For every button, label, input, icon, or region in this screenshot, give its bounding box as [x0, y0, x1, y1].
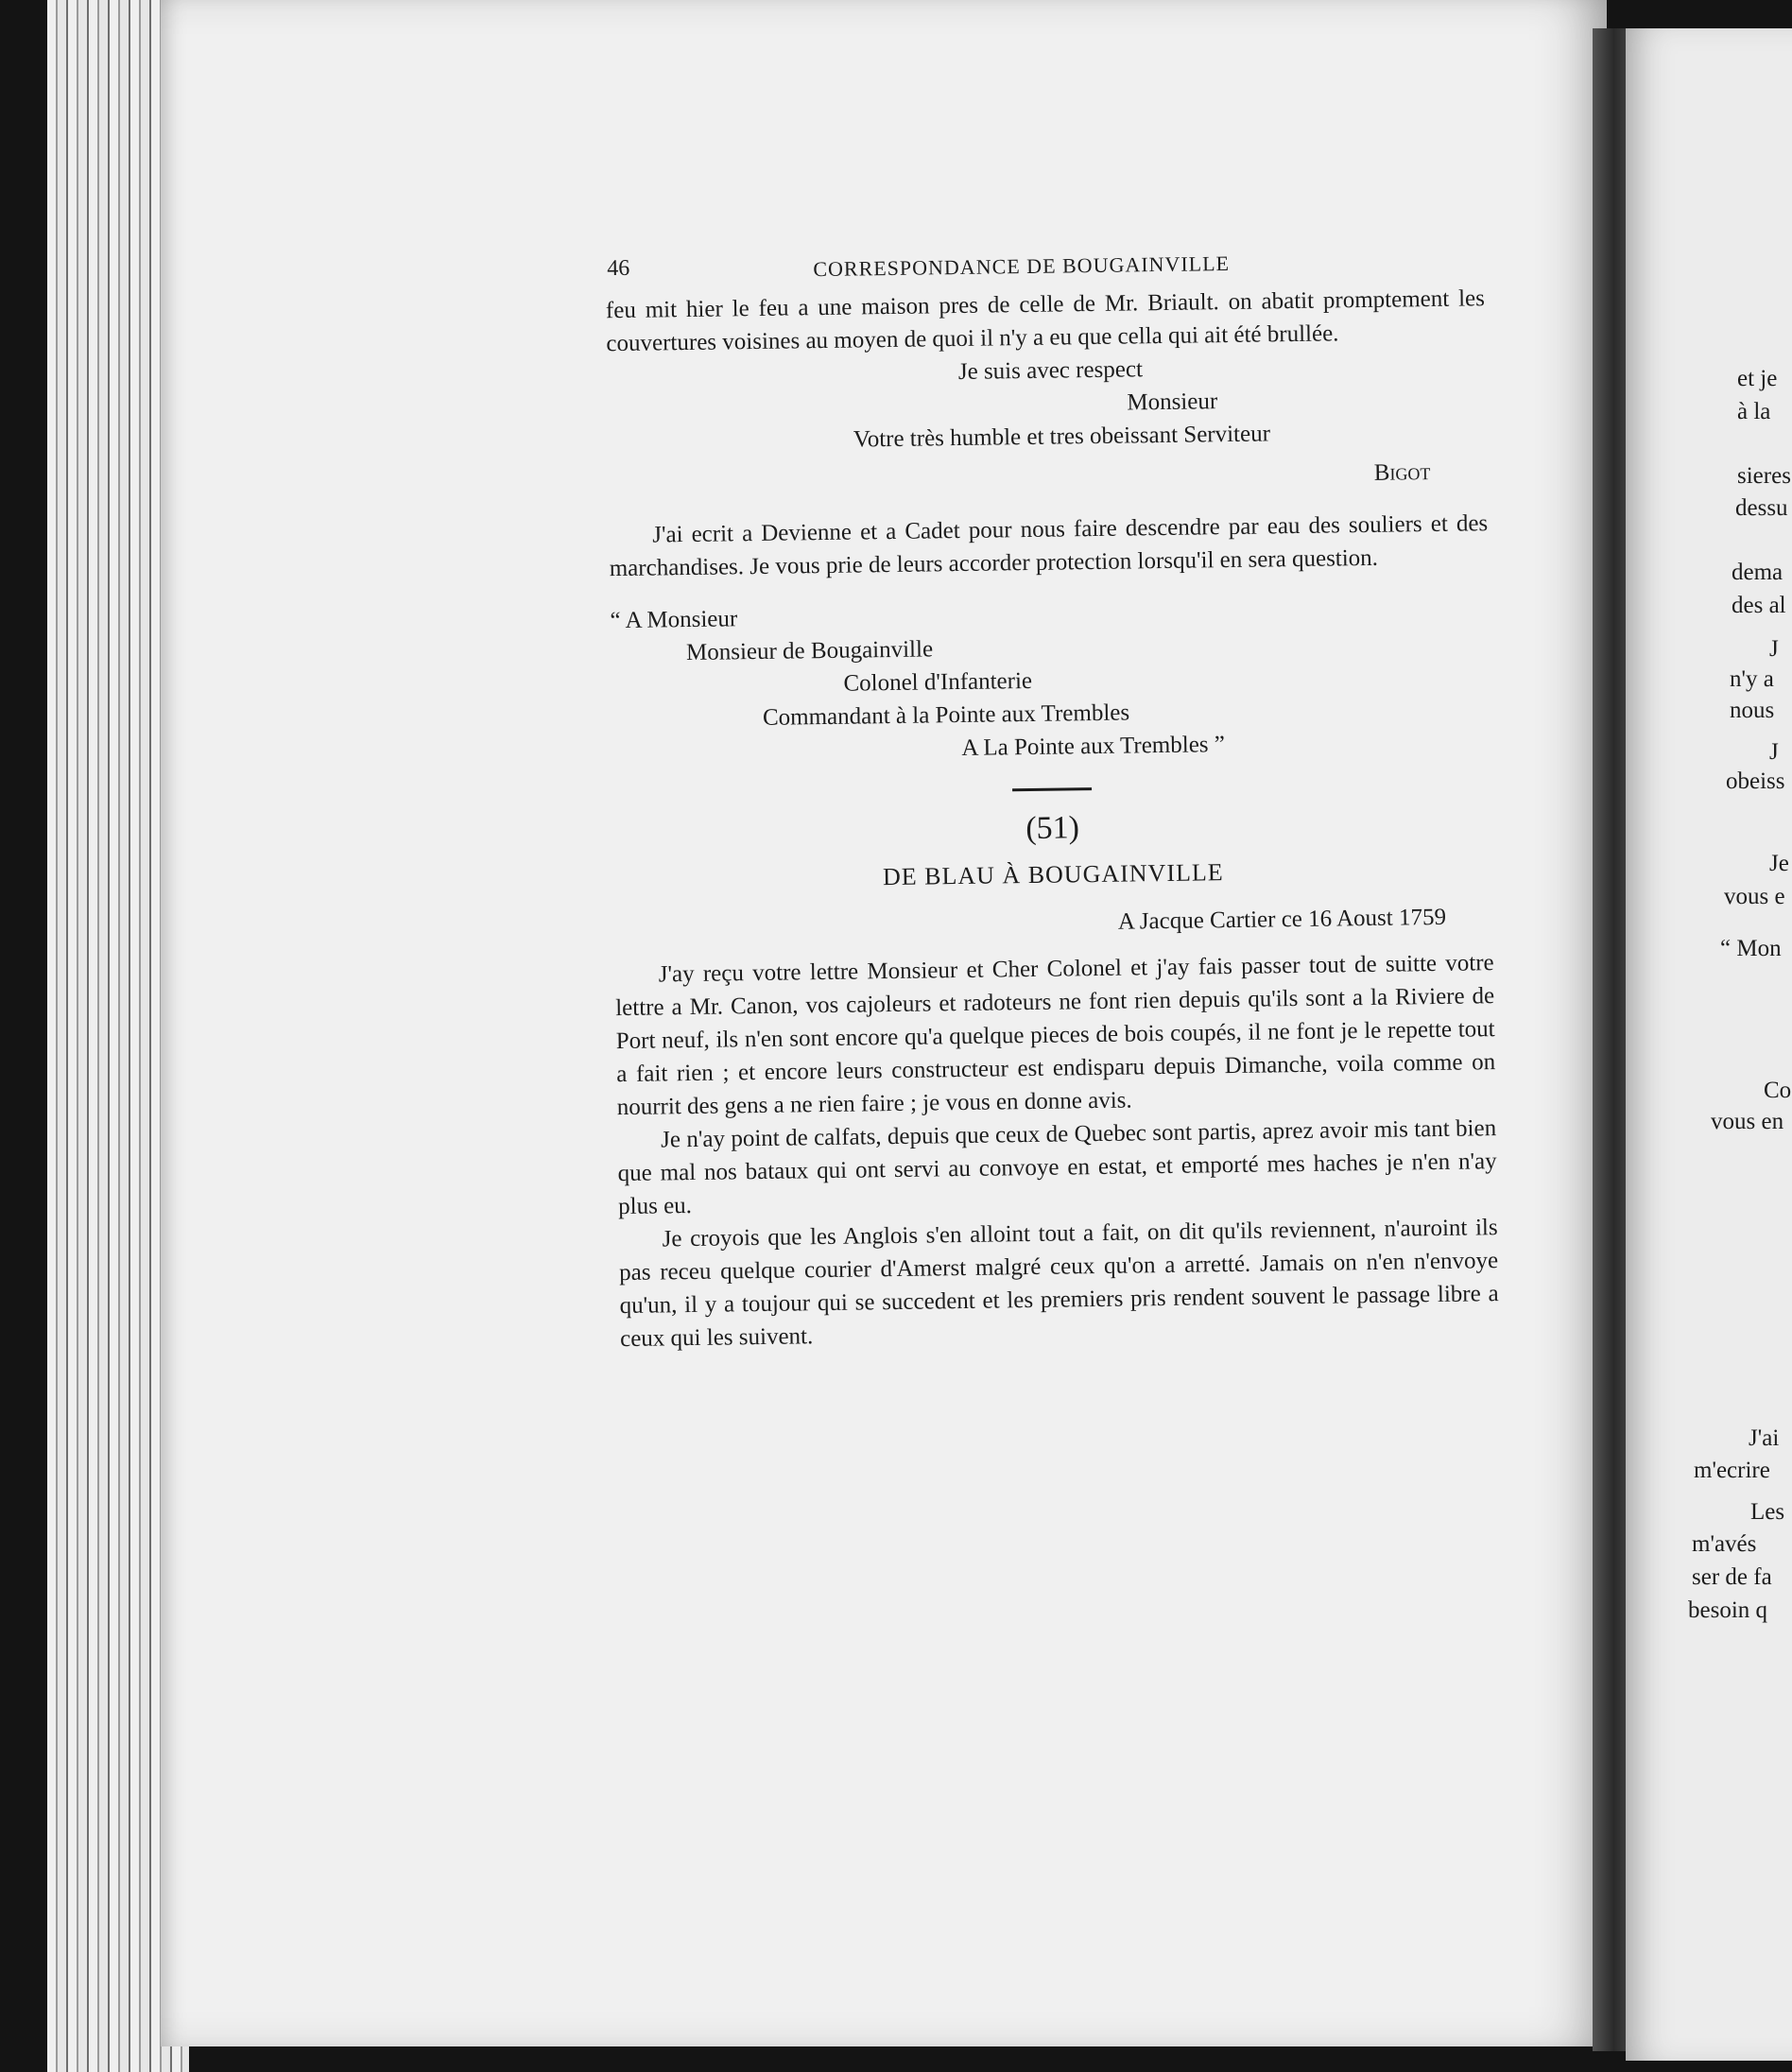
facing-page-fragment: vous en	[1711, 1109, 1784, 1134]
facing-page-fragment: et je	[1737, 366, 1778, 391]
facing-page-fragment: J'ai	[1749, 1425, 1780, 1451]
facing-page-fragment: n'y a	[1730, 666, 1774, 692]
page-number: 46	[607, 255, 630, 282]
address-line: Colonel d'Infanterie	[843, 667, 1033, 697]
letter-title: DE BLAU À BOUGAINVILLE	[882, 858, 1224, 891]
letter-paragraph: J'ay reçu votre lettre Monsieur et Cher Colonel et j'ay fais passer tout de suitte votre lettre a Mr. Canon, vos cajoleurs et radoteurs ne font rien depuis qu'ils sont a la Riviere de Port neuf, ils n'en sont encore qu'a quelque pieces de bois coupés, il ne font je le repette tout a fait rien ; et encore leurs constructeur est endisparu depuis Dimanche, voila comme on nourrit des gens a ne rien faire ; je vous en donne avis.	[615, 950, 1496, 1121]
facing-page-fragment: Co	[1764, 1078, 1792, 1103]
address-line: A La Pointe aux Trembles ”	[961, 732, 1226, 761]
facing-page-fragment: obeiss	[1726, 768, 1785, 794]
address-block	[610, 592, 1490, 769]
address-line: Monsieur de Bougainville	[685, 636, 934, 666]
facing-page-fragment: Les	[1750, 1499, 1785, 1525]
postscript: J'ai ecrit a Devienne et a Cadet pour nous faire descendre par eau des souliers et des marchandises. Je vous prie de leurs accorder protection lorsqu'il en sera question.	[609, 510, 1489, 582]
facing-page-fragment: nous	[1730, 698, 1775, 723]
section-divider	[1012, 787, 1092, 791]
facing-page-fragment: des al	[1732, 593, 1786, 618]
facing-page-fragment: “ Mon	[1720, 936, 1782, 961]
facing-page-fragment: m'avés	[1692, 1531, 1757, 1557]
address-line: “ A Monsieur	[610, 606, 738, 634]
facing-page-fragment: à la	[1737, 399, 1771, 424]
facing-page-fragment: ser de fa	[1692, 1564, 1772, 1590]
closing-line: Votre très humble et tres obeissant Serviteur	[853, 421, 1271, 453]
letter-paragraph: Je n'ay point de calfats, depuis que ceux de Quebec sont partis, aprez avoir mis tant bien que mal nos bataux qui ont servi au convoye en estat, et emporté mes haches je n'en n'ay plus eu.	[617, 1115, 1497, 1220]
letter-paragraph: Je croyois que les Anglois s'en alloint tout a fait, on dit qu'ils reviennent, n'auroint ils pas receu quelque courier d'Amerst malgré ceux qu'on a arretté. Jamais on n'en n'envoye qu'un, il y a toujour qui se succedent et les premiers pris rendent souvent le passage libre a ceux qui les suivent.	[618, 1215, 1499, 1353]
facing-page-fragment: sieres	[1737, 463, 1791, 489]
running-head: CORRESPONDANCE DE BOUGAINVILLE	[813, 250, 1231, 282]
closing-block	[607, 348, 1488, 500]
facing-page-fragment: dema	[1732, 560, 1783, 585]
letter-number: (51)	[1025, 810, 1080, 847]
facing-page-fragment: J	[1769, 739, 1779, 765]
signature: Bigot	[1373, 459, 1431, 486]
intro-paragraph: feu mit hier le feu a une maison pres de celle de Mr. Briault. on abatit promptement les couvertures voisines au moyen de quoi il n'y a eu que cella qui ait été brullée.	[605, 285, 1486, 357]
facing-page-fragment: dessu	[1735, 495, 1788, 521]
facing-page-fragment: Je	[1769, 851, 1789, 876]
facing-page-fragment: J	[1769, 636, 1779, 662]
facing-page	[1626, 28, 1792, 2061]
facing-page-fragment: m'ecrire	[1694, 1458, 1770, 1483]
closing-line: Monsieur	[1127, 388, 1218, 416]
closing-line: Je suis avec respect	[957, 356, 1144, 385]
facing-page-fragment: vous e	[1724, 884, 1785, 909]
facing-page-fragment: besoin q	[1688, 1597, 1768, 1623]
text-column	[606, 282, 1500, 1355]
page-text-block	[416, 233, 1499, 1358]
address-line: Commandant à la Pointe aux Trembles	[762, 699, 1130, 731]
letter-dateline: A Jacque Cartier ce 16 Aoust 1759	[1117, 904, 1447, 935]
